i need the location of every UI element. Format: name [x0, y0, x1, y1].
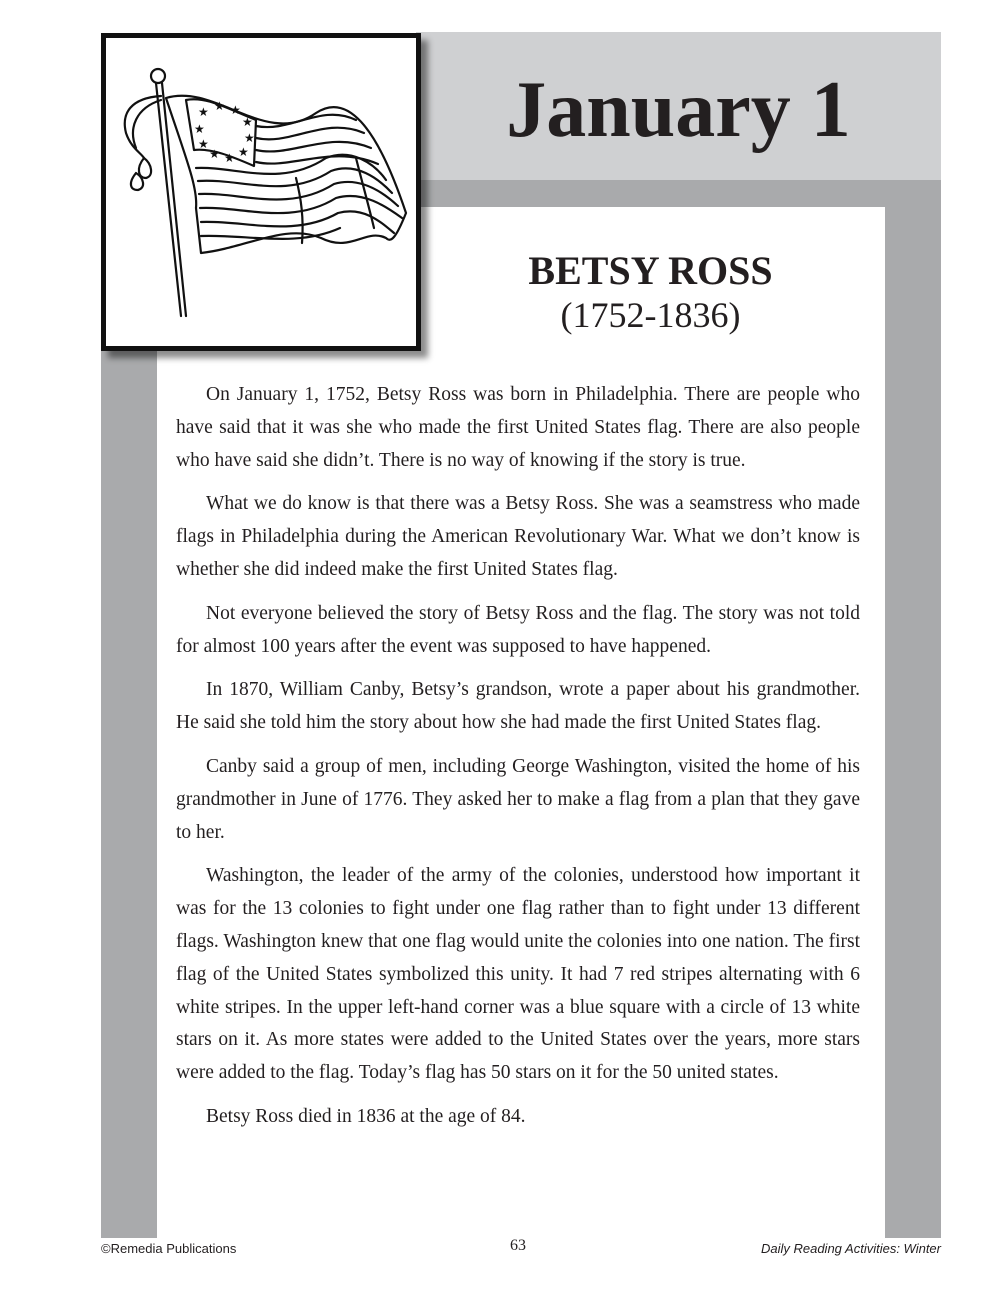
svg-text:★: ★ — [209, 147, 220, 161]
frame-top-bar — [416, 180, 941, 207]
frame-right-bar — [885, 180, 941, 1238]
american-flag-drawing-icon — [106, 38, 416, 346]
article-paragraph: What we do know is that there was a Betsy Ross. She was a seamstress who made flags in Philadelphia during the American Revolutionary War. What we don’t know is whether she did indeed make the first United States flag. — [176, 493, 860, 580]
article-paragraph: Betsy Ross died in 1836 at the age of 84. — [206, 1105, 526, 1127]
page-title: January 1 — [506, 66, 851, 154]
footer-page-number: 63 — [510, 1237, 526, 1254]
svg-text:★: ★ — [244, 131, 255, 145]
svg-text:★: ★ — [198, 105, 209, 119]
illustration-frame — [101, 33, 421, 351]
biography-name: BETSY ROSS — [528, 248, 773, 293]
article-body — [176, 379, 860, 1145]
svg-text:★: ★ — [224, 151, 235, 165]
article-paragraph: Not everyone believed the story of Betsy Ross and the flag. The story was not told for almost 100 years after the event was supposed to have happened. — [176, 602, 860, 657]
article-paragraph: Washington, the leader of the army of the colonies, understood how important it was for the 13 colonies to fight under one flag rather than to fight under 13 different flags. Washington knew that one flag would unite the colonies into one nation. The first flag of the United States symbolized this unity. It had 7 red stripes alternating with 6 white stripes. In the upper left-hand corner was a blue square with a circle of 13 white stars on it. As more states were added to the United States over the years, more stars were added to the flag. Today’s flag has 50 stars on it for the 50 united states. — [176, 865, 860, 1084]
article-paragraph: On January 1, 1752, Betsy Ross was born in Philadelphia. There are people who have said that it was she who made the first United States flag. There are also people who have said she didn’t. There is no way of knowing if the story is true. — [176, 384, 860, 471]
footer-book-title: Daily Reading Activities: Winter — [760, 1241, 941, 1256]
article-paragraph: In 1870, William Canby, Betsy’s grandson, wrote a paper about his grandmother. He said she told him the story about how she had made the first United States flag. — [176, 679, 860, 734]
frame-left-bar — [101, 345, 157, 1238]
biography-years: (1752-1836) — [560, 295, 741, 335]
svg-text:★: ★ — [230, 103, 241, 117]
svg-text:★: ★ — [214, 99, 225, 113]
svg-text:★: ★ — [194, 122, 205, 136]
svg-text:★: ★ — [238, 145, 249, 159]
footer-copyright: ©Remedia Publications — [101, 1241, 237, 1256]
svg-text:★: ★ — [242, 115, 253, 129]
svg-text:★: ★ — [198, 137, 209, 151]
article-paragraph: Canby said a group of men, including George Washington, visited the home of his grandmother in June of 1776. They asked her to make a flag from a plan that they gave to her. — [176, 755, 860, 843]
